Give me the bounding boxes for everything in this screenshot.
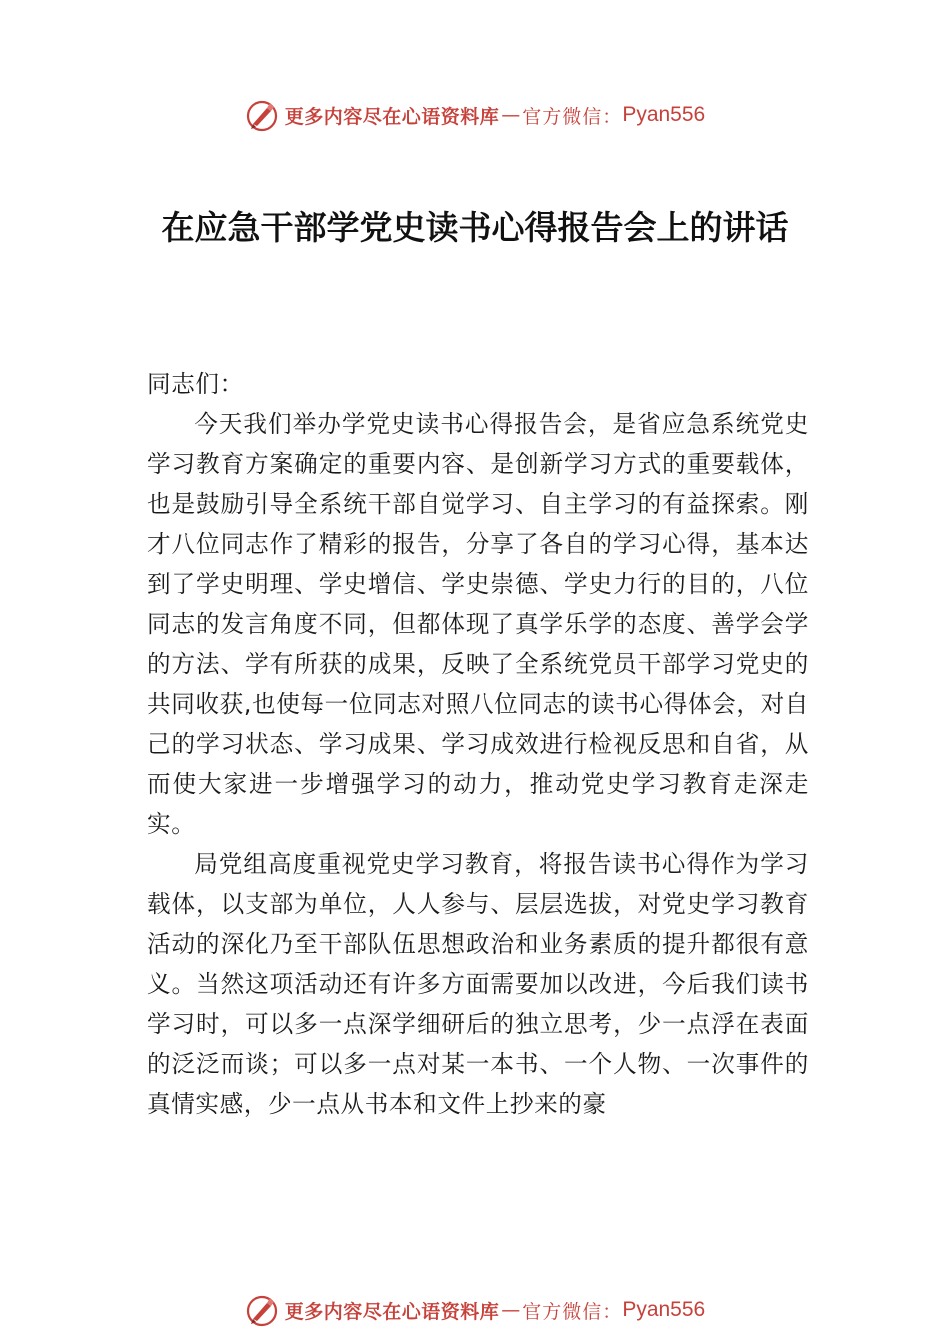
watermark-brand: 更多内容尽在心语资料库 [284,1300,500,1323]
pen-logo-icon [245,98,279,132]
header-watermark [0,95,950,135]
watermark-separator: — [501,1299,521,1321]
watermark-label: 官方微信： [522,105,623,128]
watermark-brand: 更多内容尽在心语资料库 [284,105,500,128]
salutation: 同志们： [147,370,244,398]
watermark-wechat-id: Pyan556 [622,1298,706,1321]
watermark-separator: — [501,104,521,126]
footer-watermark [0,1290,950,1330]
body-paragraph: 今天我们举办学党史读书心得报告会，是省应急系统党史学习教育方案确定的重要内容、是创新学习方式的重要载体，也是鼓励引导全系统干部自觉学习、自主学习的有益探索。刚才八位同志作了精彩的报告，分享了各自的学习心得，基本达到了学史明理、学史增信、学史崇德、学史力行的目的，八位同志的发言角度不同，但都体现了真学乐学的态度、善学会学的方法、学有所获的成果，反映了全系统党员干部学习党史的共同收获,也使每一位同志对照八位同志的读书心得体会，对自己的学习状态、学习成果、学习成效进行检视反思和自省，从而使大家进一步增强学习的动力，推动党史学习教育走深走实。 [147,410,809,838]
document-title: 在应急干部学党史读书心得报告会上的讲话 [161,208,789,247]
watermark-label: 官方微信： [522,1300,623,1323]
document-body [147,364,809,1124]
body-paragraph: 局党组高度重视党史学习教育，将报告读书心得作为学习载体，以支部为单位，人人参与、层层选拔，对党史学习教育活动的深化乃至干部队伍思想政治和业务素质的提升都很有意义。当然这项活动还有许多方面需要加以改进，今后我们读书学习时，可以多一点深学细研后的独立思考，少一点浮在表面的泛泛而谈；可以多一点对某一本书、一个人物、一次事件的真情实感，少一点从书本和文件上抄来的豪 [147,850,809,1118]
watermark-wechat-id: Pyan556 [622,103,706,126]
pen-logo-icon [245,1293,279,1327]
